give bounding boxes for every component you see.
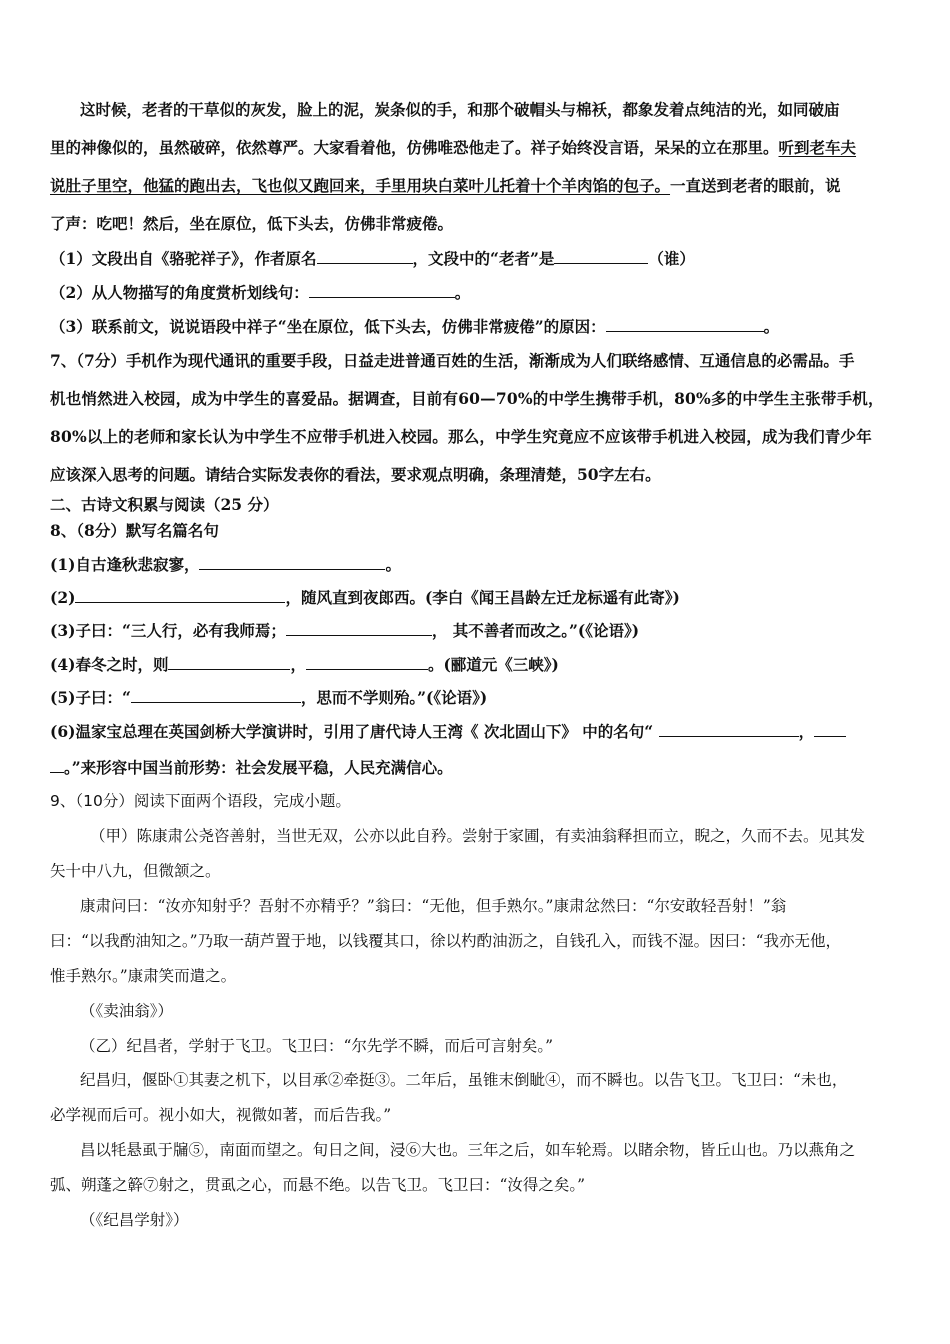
q8-item-4-end: 。(郦道元《三峡》) [427, 655, 559, 674]
q8-item-4-text: (4)春冬之时，则 [50, 655, 169, 674]
q8-item-5-end: ，思而不学则殆。”(《论语》) [300, 688, 488, 707]
q6-sub3 [50, 317, 779, 337]
passage-jia-line-4: 曰：“以我酌油知之。”乃取一葫芦置于地，以钱覆其口，徐以杓酌油沥之，自钱孔入，而钱不湿。因曰：“我亦无他， [50, 932, 842, 950]
underlined-sentence: 说肚子里空，他猛的跑出去，飞也似又跑回来，手里用块白菜叶儿托着十个羊肉馅的包子。 [50, 176, 671, 195]
q6-sub1-text-2: ，文段中的“老者”是 [412, 249, 555, 268]
q7-line-3: 80%以上的老师和家长认为中学生不应带手机进入校园。那么，中学生究竟应不应该带手机进入校园，成为我们青少年 [50, 427, 872, 446]
passage-line-3 [50, 176, 841, 196]
q8-item-6-cont [50, 758, 453, 778]
q6-sub2-text: （2）从人物描写的角度赏析划线句： [50, 283, 309, 302]
answer-blank[interactable] [606, 317, 764, 332]
q8-item-2-num: (2) [50, 588, 76, 607]
passage-yi-line-5: 弧、朔蓬之簳⑦射之，贯虱之心，而悬不绝。以告飞卫。飞卫曰：“汝得之矣。” [50, 1176, 586, 1194]
q8-item-3-text: (3)子曰：“三人行，必有我师焉； [50, 621, 286, 640]
q8-item-1-end: 。 [385, 555, 401, 574]
passage-yi-line-1: （乙）纪昌者，学射于飞卫。飞卫曰：“尔先学不瞬，而后可言射矣。” [80, 1037, 554, 1055]
answer-blank[interactable] [286, 621, 432, 636]
q6-sub3-end: 。 [763, 317, 780, 336]
underlined-sentence-start: 听到老车夫 [778, 138, 857, 157]
passage-yi-line-2: 纪昌归，偃卧①其妻之机下，以目承②牵挺③。二年后，虽锥末倒眦④，而不瞬也。以告飞卫。飞卫曰：“未也， [80, 1071, 848, 1089]
answer-blank[interactable] [168, 655, 290, 670]
q6-sub1-text: （1）文段出自《骆驼祥子》，作者原名 [50, 249, 317, 268]
q7-line-2: 机也悄然进入校园，成为中学生的喜爱品。据调查，目前有60—70%的中学生携带手机，80%多的中学生主张带手机， [50, 389, 884, 408]
q8-item-4-comma: ， [290, 655, 306, 674]
q7-line-4: 应该深入思考的问题。请结合实际发表你的看法，要求观点明确，条理清楚，50字左右。 [50, 465, 661, 484]
passage-line-2 [50, 138, 856, 158]
passage-jia-line-1: （甲）陈康肃公尧咨善射，当世无双，公亦以此自矜。尝射于家圃，有卖油翁释担而立，睨之，久而不去。见其发 [90, 827, 866, 845]
q6-sub2 [50, 283, 470, 303]
section-2-title: 二、古诗文积累与阅读（25 分） [50, 495, 279, 514]
answer-blank[interactable] [75, 588, 285, 603]
q7-line-1: 7、（7分）手机作为现代通讯的重要手段，日益走进普通百姓的生活，渐渐成为人们联络感情、互通信息的必需品。手 [50, 351, 855, 370]
q8-item-3-end: ， 其不善者而改之。”(《论语》) [431, 621, 640, 640]
passage-yi-line-3: 必学视而后可。视小如大，视微如著，而后告我。” [50, 1106, 392, 1124]
q8-item-4 [50, 655, 559, 675]
q6-sub1-text-3: （谁） [648, 249, 695, 268]
q8-item-6-text: (6)温家宝总理在英国剑桥大学演讲时，引用了唐代诗人王湾《 次北固山下》 中的名句“ [50, 722, 659, 741]
q6-sub1 [50, 249, 695, 269]
answer-blank[interactable] [306, 655, 428, 670]
passage-line-4: 了声：吃吧！然后，坐在原位，低下头去，仿佛非常疲倦。 [50, 214, 454, 233]
q8-item-2-text: ，随风直到夜郎西。(李白《闻王昌龄左迁龙标遥有此寄》) [285, 588, 680, 607]
passage-yi-line-4: 昌以牦悬虱于牖⑤，南面而望之。旬日之间，浸⑥大也。三年之后，如车轮焉。以睹余物，皆丘山也。乃以燕角之 [80, 1141, 856, 1159]
q8-item-2 [50, 588, 680, 608]
answer-blank[interactable] [50, 758, 64, 773]
passage-jia-line-5: 惟手熟尔。”康肃笑而遣之。 [50, 967, 237, 985]
answer-blank[interactable] [199, 555, 385, 570]
answer-blank[interactable] [659, 722, 799, 737]
passage-yi-source: （《纪昌学射》） [80, 1211, 189, 1229]
passage-jia-source: （《卖油翁》） [80, 1002, 174, 1020]
answer-blank[interactable] [317, 249, 413, 264]
passage-jia-line-3: 康肃问曰：“汝亦知射乎？吾射不亦精乎？”翁曰：“无他，但手熟尔。”康肃忿然曰：“尔安敢轻吾射！”翁 [80, 897, 787, 915]
answer-blank[interactable] [554, 249, 648, 264]
q8-item-6 [50, 722, 846, 742]
q6-sub3-text: （3）联系前文，说说语段中祥子“坐在原位，低下头去，仿佛非常疲倦”的原因： [50, 317, 606, 336]
passage-line-3-text: 一直送到老者的眼前，说 [670, 176, 841, 195]
passage-line-1: 这时候，老者的干草似的灰发，脸上的泥，炭条似的手，和那个破帽头与棉袄，都象发着点纯洁的光，如同破庙 [80, 100, 840, 119]
q9-title: 9、（10分）阅读下面两个语段，完成小题。 [50, 792, 351, 810]
q6-sub2-end: 。 [454, 283, 471, 302]
q8-item-6-end: 。”来形容中国当前形势：社会发展平稳，人民充满信心。 [64, 758, 453, 777]
passage-line-2-text: 里的神像似的，虽然破碎，依然尊严。大家看着他，仿佛唯恐他走了。祥子始终没言语，呆呆的立在那里。 [50, 138, 779, 157]
answer-blank[interactable] [131, 688, 301, 703]
answer-blank[interactable] [309, 283, 455, 298]
q8-item-1 [50, 555, 401, 575]
q8-title: 8、（8分）默写名篇名句 [50, 521, 219, 540]
q8-item-5-text: (5)子曰：“ [50, 688, 131, 707]
answer-blank[interactable] [814, 722, 846, 737]
q8-item-1-text: (1)自古逢秋悲寂寥， [50, 555, 200, 574]
q8-item-6-comma: ， [798, 722, 815, 741]
passage-jia-line-2: 矢十中八九，但微颔之。 [50, 862, 221, 880]
q8-item-3 [50, 621, 639, 641]
q8-item-5 [50, 688, 487, 708]
